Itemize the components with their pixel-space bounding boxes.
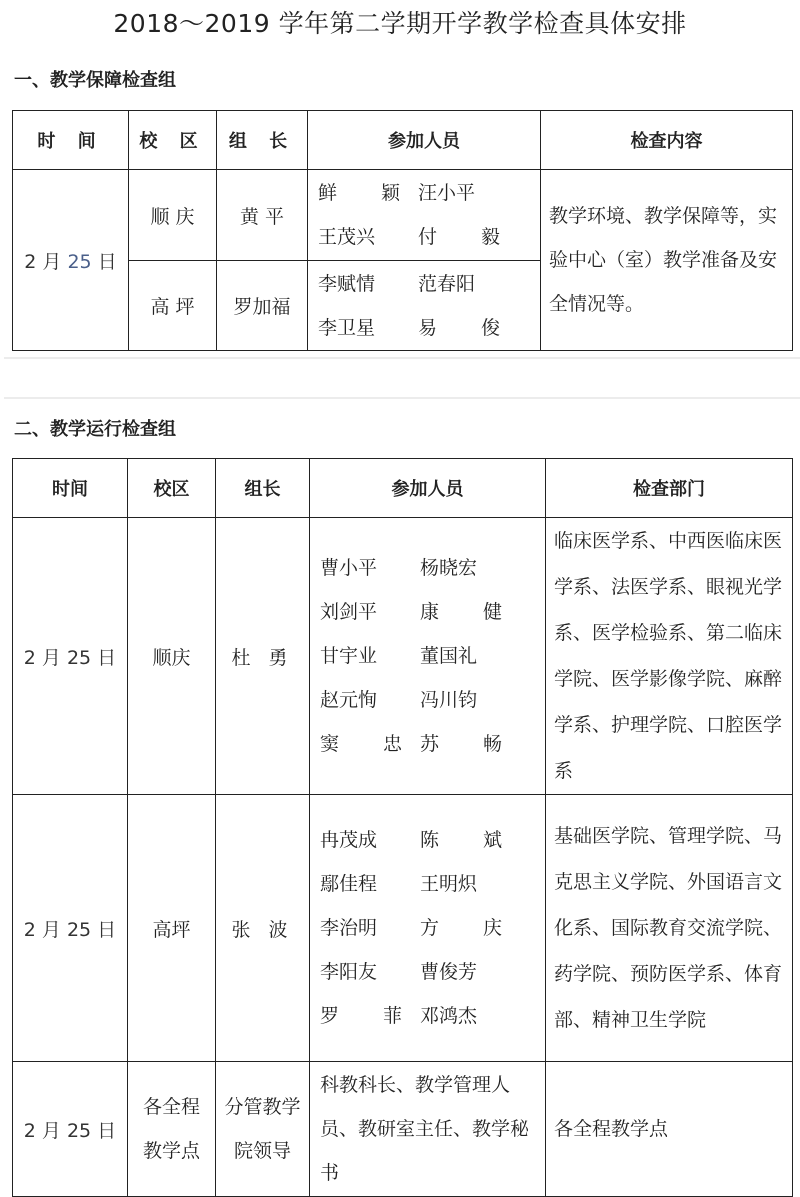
member-line: 赵元恂 冯川钧 xyxy=(320,689,478,711)
header-leader: 组 长 xyxy=(217,111,308,170)
member-line: 鄢佳程 王明炽 xyxy=(320,873,478,895)
header-time: 时 间 xyxy=(13,111,129,170)
date-cell: 2 月 25 日 xyxy=(13,1062,128,1197)
table-header-row xyxy=(13,459,793,518)
header-members: 参加人员 xyxy=(310,459,546,518)
section-heading-teaching-operation: 二、教学运行检查组 xyxy=(14,419,176,440)
member-line: 李卫星 易 俊 xyxy=(318,316,520,339)
departments-cell: 各全程教学点 xyxy=(546,1062,793,1197)
member-line: 李赋情 范春阳 xyxy=(318,272,476,295)
leader-cell: 分管教学院领导 xyxy=(216,1062,310,1197)
departments-cell: 临床医学系、中西医临床医学系、法医学系、眼视光学系、医学检验系、第二临床学院、医学影像学院、麻醉学系、护理学院、口腔医学系 xyxy=(546,518,793,795)
leader-cell: 张 波 xyxy=(216,795,310,1062)
teaching-operation-table xyxy=(12,458,793,1197)
header-members: 参加人员 xyxy=(308,111,541,170)
table-row xyxy=(13,795,793,1062)
header-content: 检查内容 xyxy=(541,111,793,170)
members-cell xyxy=(308,261,541,351)
divider xyxy=(4,357,800,359)
leader-cell: 杜 勇 xyxy=(216,518,310,795)
member-line: 李治明 方 庆 xyxy=(320,917,522,939)
table-row xyxy=(13,518,793,795)
member-line: 曹小平 杨晓宏 xyxy=(320,557,478,579)
campus-cell: 各全程教学点 xyxy=(128,1062,216,1197)
divider xyxy=(4,397,800,399)
member-line: 窦 忠 苏 畅 xyxy=(320,733,522,755)
member-line: 王茂兴 付 毅 xyxy=(318,226,520,248)
leader-cell: 黄 平 xyxy=(217,170,308,261)
departments-cell: 基础医学院、管理学院、马克思主义学院、外国语言文化系、国际教育交流学院、药学院、预防医学系、体育部、精神卫生学院 xyxy=(546,795,793,1062)
section-heading-teaching-support: 一、教学保障检查组 xyxy=(14,70,176,91)
header-campus: 校 区 xyxy=(129,111,217,170)
leader-cell: 罗加福 xyxy=(217,261,308,351)
date-cell: 2 月 25 日 xyxy=(13,170,129,351)
document-title: 2018～2019 学年第二学期开学教学检查具体安排 xyxy=(113,9,687,38)
member-line: 李阳友 曹俊芳 xyxy=(320,961,478,983)
header-time: 时间 xyxy=(13,459,128,518)
header-departments: 检查部门 xyxy=(546,459,793,518)
member-line: 冉茂成 陈 斌 xyxy=(320,829,522,851)
members-cell: 科教科长、教学管理人员、教研室主任、教学秘书 xyxy=(310,1062,546,1197)
header-campus: 校区 xyxy=(128,459,216,518)
member-line: 鲜 颖 汪小平 xyxy=(318,182,476,204)
member-line: 刘剑平 康 健 xyxy=(320,601,522,623)
date-cell: 2 月 25 日 xyxy=(13,795,128,1062)
table-header-row xyxy=(13,111,793,170)
teaching-support-table xyxy=(12,110,793,351)
members-cell xyxy=(308,170,541,261)
member-line: 罗 菲 邓鸿杰 xyxy=(320,1005,478,1027)
campus-cell: 顺 庆 xyxy=(129,170,217,261)
members-cell xyxy=(310,795,546,1062)
table-row xyxy=(13,1062,793,1197)
campus-cell: 顺庆 xyxy=(128,518,216,795)
members-cell xyxy=(310,518,546,795)
member-line: 甘宇业 董国礼 xyxy=(320,645,478,667)
header-leader: 组长 xyxy=(216,459,310,518)
campus-cell: 高坪 xyxy=(128,795,216,1062)
campus-cell: 高 坪 xyxy=(129,261,217,351)
table-row xyxy=(13,170,793,261)
date-cell: 2 月 25 日 xyxy=(13,518,128,795)
inspection-content-cell: 教学环境、教学保障等，实验中心（室）教学准备及安全情况等。 xyxy=(541,170,793,351)
